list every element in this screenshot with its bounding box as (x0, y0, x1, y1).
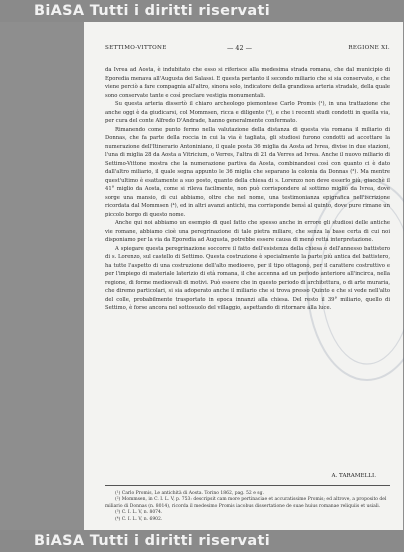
paragraph: Su questa arteria dissertò il chiaro archeologo piemontese Carlo Promis (¹), in una trattazione che anche oggi è da giudicarsi, col Mommsen, ricca e diligente (²), e che i recenti studi condotti in quella via, per cura del conte Alfredo D'Andrade, hanno generalmente confermato. (105, 101, 390, 124)
scan-margin (0, 22, 84, 530)
paragraph: Anche qui noi abbiamo un esempio di quel fatto che spesso anche in errore gli studiosi delle antiche vie romane, abbiamo cioè una peregrinazione di tale pietra miliare, che senza la base certa di cui noi disponiamo per la via da Eporedia ad Augusta, potrebbe essere causa di meno retta interpretazione. (105, 220, 390, 243)
paragraph: da Ivrea ad Aosta, è indubitato che esso si riferisce alla medesima strada romana, che dal municipio di Eporedia menava all'Augusta dei Salassi. E questa pertanto il secondo miliario che si sia conservato, e che viene perciò a fare compagnia all'altro, sinora solo, indicatore della grandiosa arteria stradale, della quale sono conservate tante e così preclare vestigia monumentali. (105, 67, 390, 99)
page-number: — 42 — (227, 44, 252, 52)
running-head-left: SETTIMO-VITTONE (105, 45, 167, 51)
paragraph: Rimanendo come punto fermo nella valutazione della distanza di questa via romana il miliario di Donnas, che fa parte della roccia in cui la via è tagliata, gli studiosi furono condotti ad accettare la numerazione dell'Itinerario Antoniniano, il quale posta 36 miglia da Aosta ad Ivrea, divise in due stazioni, l'una di miglia 28 da Aosta a Vitricium, o Verres, l'altra di 21 da Verres ad Ivrea. Anche il nuovo miliario di Settimo-Vittone mostra che la numerazione partiva da Aosta, combinandosi così con quanto ci è dato dall'altro miliario, il quale segna appunto le 36 miglia che separano la colonia da Donnas (³). Ma mentre quest'ultimo è esattamente a suo posto, quanto della chiesa di s. Lorenzo non deve esserlo più, giacchè il 41° miglio da Aosta, come si rileva facilmente, non può corrispondere al sottimo miglio da Ivrea, dove sorge una mansio, di cui abbiamo, oltre che nel nome, una testimonianza epigrafica nell'iscrizione ricordata dal Mommsen (⁴), ed in altri avanzi antichi, ma corrisponde bensì al quinto, dove pure rimane un piccolo borgo di questo nome. (105, 126, 390, 218)
footnote: (³) C. I. L. V, n. 8074. (115, 510, 163, 516)
footnote: (¹) Carlo Promis, Le antichità di Aosta. Torino 1862, pag. 52 e sg. (115, 491, 264, 496)
article-body (105, 66, 390, 313)
footnotes (105, 491, 390, 523)
running-head (105, 45, 390, 55)
footnote-divider (105, 485, 390, 486)
paragraph: A spiegare questa peregrinazione soccorre il fatto dell'esistenza della chiesa e dell'annesso battistero di s. Lorenzo, sul castello di Settimo. Questa costruzione è specialmente la parte più antica del battistero, ha tutte l'aspetto di una costruzione dell'alto medioevo, per il tipo ottagono, per il carattere costruttivo e per l'impiego di materiale laterizio di età romana, il che accenna ad un periodo anteriore all'incirca, nella regione, di forme medioevali di motivi. Può essere che in questo periodo di architettura, o di arte muraria, che diremo particolari, si sia adoperato anche il miliario che si trova presso Quinto e che si vede nell'alto del colle, probabilmente trasportato in epoca innanzi alla chiesa. Del resto il 39° miliario, quello di Settimo, è forse ancora nel sottosuolo del villaggio, aspettando di ritornare alla luce. (105, 245, 390, 311)
footnote: (²) Mommsen, in C. I. L. V, p. 753: descripsit cam more pertinaciae et accuratissime Promis; ed altrove, a proposito del miliario di Donnas (n. 8014), ricorda il medesimo Promis iacobus dissertatione de suae huius romanae reliquiis et usiali. (105, 497, 387, 509)
watermark-banner-top: BiASA Tutti i diritti riservati (0, 0, 404, 22)
watermark-banner-bottom: BiASA Tutti i diritti riservati (0, 530, 404, 552)
footnote: (⁴) C. I. L. V, n. 6902. (115, 516, 163, 522)
author-signature: A. TARAMELLI. (331, 473, 376, 479)
running-head-right: REGIONE XI. (348, 45, 390, 51)
